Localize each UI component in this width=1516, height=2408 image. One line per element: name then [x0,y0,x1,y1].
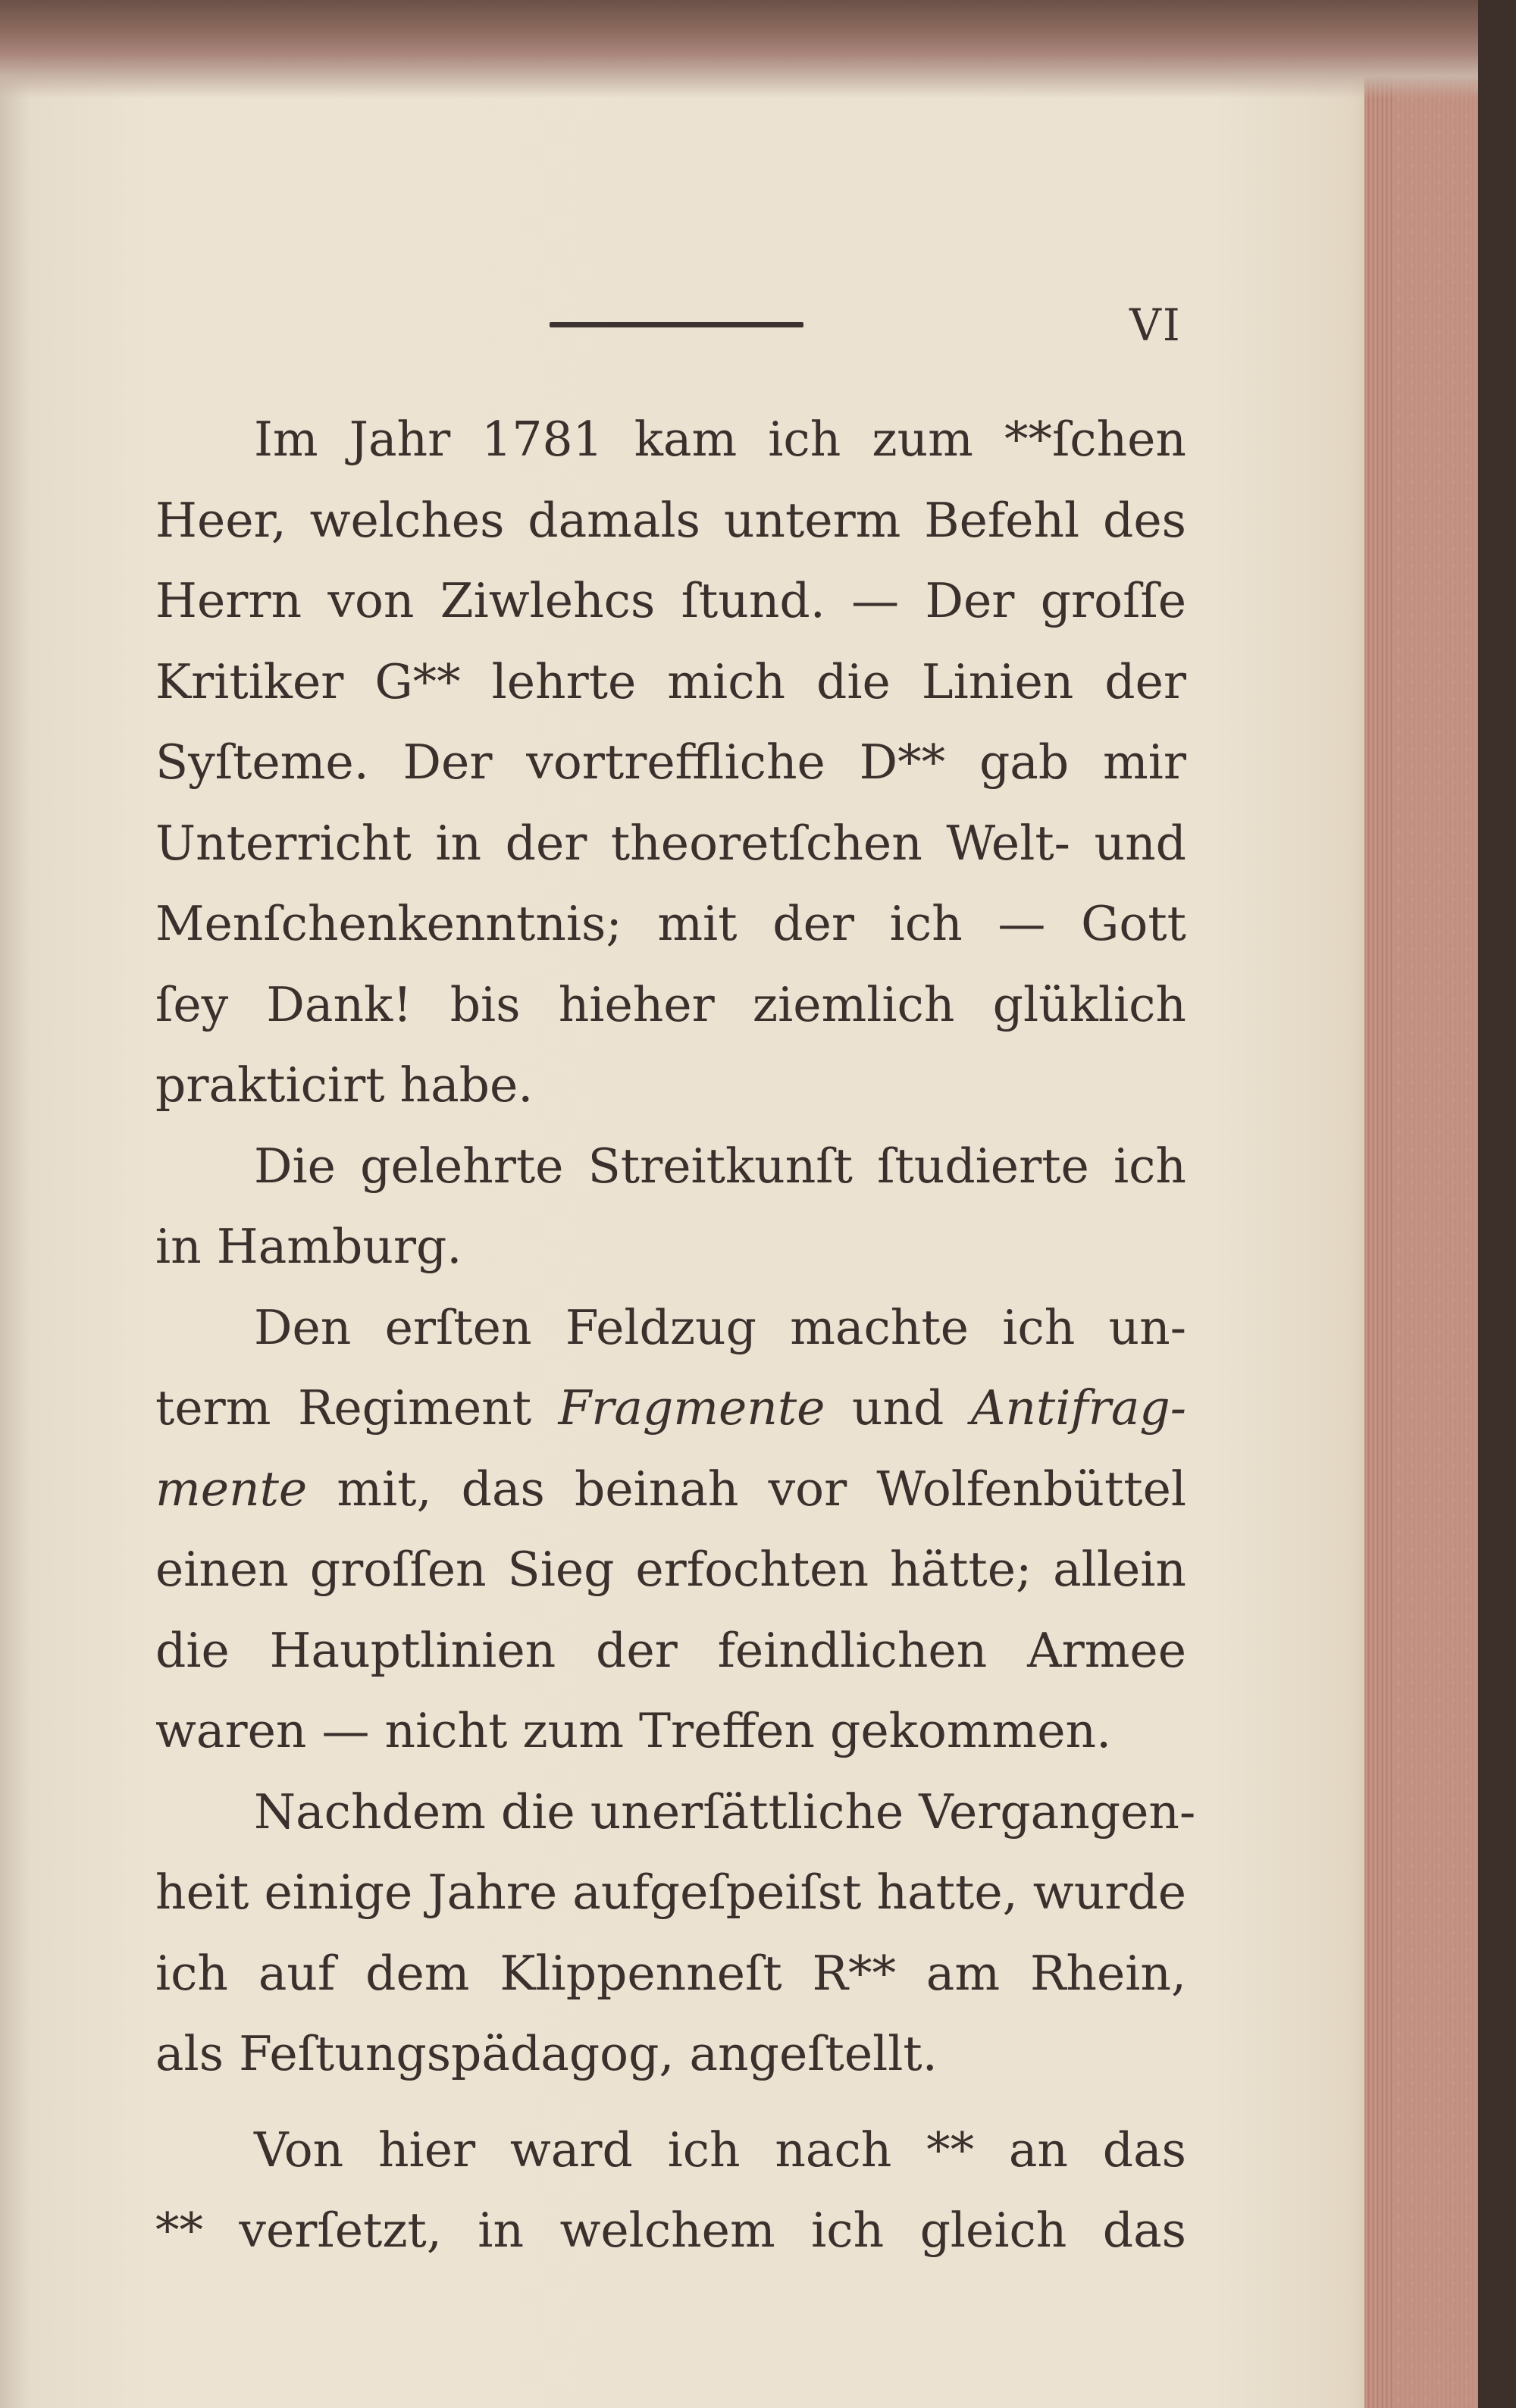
text-line: Unterricht in der theoretſchen Welt- und [155,815,1186,871]
text-line: Heer, welches damals unterm Befehl des [155,492,1186,548]
text-line: in Hamburg. [155,1219,462,1274]
text-line: prakticirt habe. [155,1057,534,1113]
header-rule [550,322,803,327]
text-line: ſey Dank! bis hieher ziemlich glüklich [155,976,1186,1032]
text-line: Herrn von Ziwlehcs ſtund. — Der groſſe [155,573,1186,628]
text-line: Kritiker G** lehrte mich die Linien der [155,653,1186,709]
page-number: VI [1129,299,1182,351]
text-line: die Hauptlinien der feindlichen Armee [155,1622,1186,1678]
text-line: Von hier ward ich nach ** an das [254,2121,1186,2178]
text-line: ** verſetzt, in welchem ich gleich das [155,2203,1186,2258]
text-line: Nachdem die unerſättliche Vergangen- [254,1783,1196,1840]
text-line: heit einige Jahre aufgeſpeiſst hatte, wurde [155,1865,1186,1920]
body-text [155,399,1196,2272]
text-line: Den erſten Feldzug machte ich un- [254,1299,1186,1355]
text-line: Die gelehrte Streitkunſt ſtudierte ich [254,1138,1186,1194]
text-line: Im Jahr 1781 kam ich zum **ſchen [254,412,1186,467]
text-line: einen groſſen Sieg erfochten hätte; allein [155,1542,1186,1597]
text-line: mente mit, das beinah vor Wolfenbüttel [155,1461,1187,1517]
book-page [0,72,1372,2408]
book-edge [1364,45,1486,2408]
background [1478,0,1516,2408]
text-line: Syſteme. Der vortreffliche D** gab mir [155,734,1186,790]
text-line: waren — nicht zum Treffen gekommen. [155,1703,1112,1758]
text-line: term Regiment Fragmente und Antifrag- [155,1380,1187,1436]
text-line: Menſchenkenntnis; mit der ich — Gott [155,896,1186,951]
paragraph-gap [155,2095,1186,2110]
text-line: als Feſtungspädagog, angeſtellt. [155,2026,938,2081]
text-line: ich auf dem Klippenneſt R** am Rhein, [155,1945,1186,2001]
